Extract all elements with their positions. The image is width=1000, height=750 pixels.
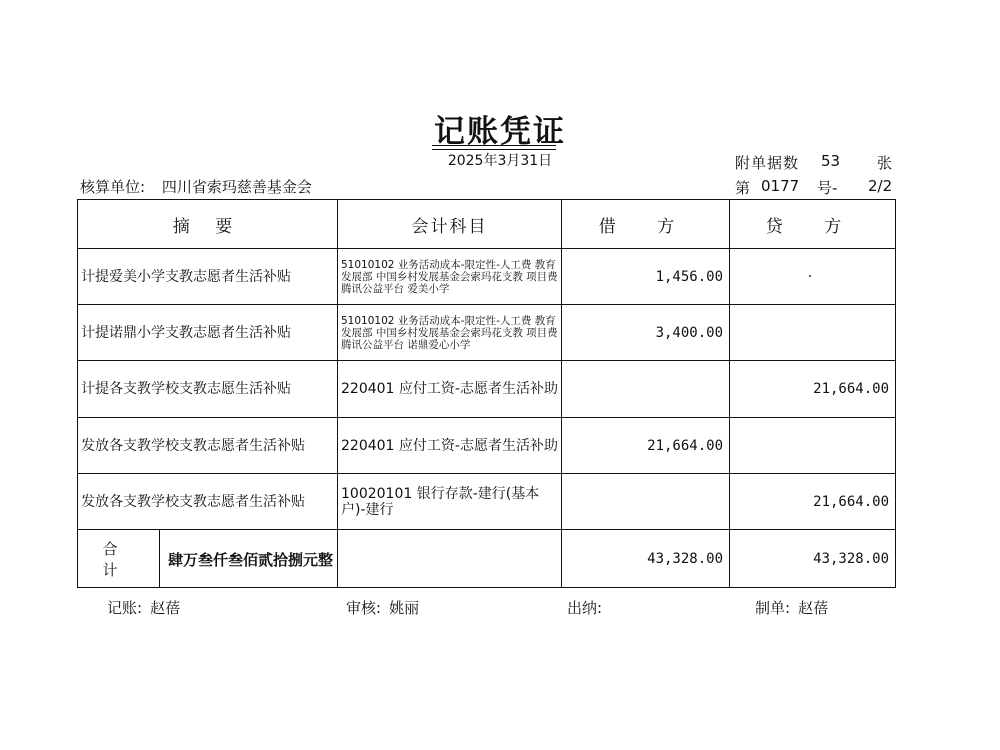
bookkeeper-name: 赵蓓 [150, 599, 181, 617]
row-summary: 发放各支教学校支教志愿者生活补贴 [78, 418, 338, 474]
row-debit [562, 474, 730, 530]
total-row [78, 530, 896, 588]
row-account: 220401 应付工资-志愿者生活补助 [338, 418, 562, 474]
row-credit: 21,664.00 [730, 361, 896, 418]
unit-name: 四川省索玛慈善基金会 [161, 178, 312, 196]
row-account: 51010102 业务活动成本-限定性-人工费 教育发展部 中国乡村发展基金会索玛花支教 项目费 腾讯公益平台 爱美小学 [338, 249, 562, 305]
reviewer-name: 姚丽 [389, 599, 420, 617]
total-debit: 43,328.00 [562, 530, 730, 588]
row-account: 10020101 银行存款-建行(基本户)-建行 [338, 474, 562, 530]
total-divider [159, 530, 160, 587]
voucher-suffix: 号- [817, 179, 838, 197]
cashier-sign: 出纳: [567, 599, 603, 617]
total-amount-words: 肆万叁仟叁佰贰拾捌元整 [338, 530, 562, 588]
attachments-info [735, 152, 893, 173]
row-credit [730, 249, 896, 305]
column-header-credit: 贷 方 [730, 200, 896, 249]
column-header-account: 会计科目 [338, 200, 562, 249]
voucher-prefix: 第 [735, 179, 751, 197]
table-row [78, 249, 896, 305]
attachments-label: 附单据数 [735, 154, 800, 172]
row-account: 220401 应付工资-志愿者生活补助 [338, 361, 562, 418]
total-label: 合 计 [102, 539, 134, 579]
row-credit: 21,664.00 [730, 474, 896, 530]
accounting-unit [80, 176, 312, 197]
column-header-debit: 借 方 [562, 200, 730, 249]
voucher-date: 2025年3月31日 [447, 153, 553, 169]
row-summary: 计提爱美小学支教志愿者生活补贴 [78, 249, 338, 305]
voucher-number: 0177 [761, 177, 800, 195]
table-row [78, 305, 896, 361]
row-debit [562, 361, 730, 418]
unit-label: 核算单位: [80, 178, 146, 196]
table-row [78, 474, 896, 530]
stray-mark [809, 275, 811, 277]
voucher-title: 记账凭证 [434, 114, 566, 150]
row-debit: 21,664.00 [562, 418, 730, 474]
row-credit [730, 418, 896, 474]
preparer-sign: 制单: 赵蓓 [755, 599, 829, 617]
row-debit: 1,456.00 [562, 249, 730, 305]
row-debit: 3,400.00 [562, 305, 730, 361]
bookkeeper-sign: 记账: 赵蓓 [107, 599, 181, 617]
voucher-table [77, 199, 896, 588]
attachments-unit: 张 [877, 154, 893, 172]
preparer-name: 赵蓓 [798, 599, 829, 617]
row-summary: 发放各支教学校支教志愿者生活补贴 [78, 474, 338, 530]
voucher-page-of: 2/2 [868, 177, 893, 195]
total-credit: 43,328.00 [730, 530, 896, 588]
attachments-count: 53 [821, 152, 841, 170]
row-summary: 计提各支教学校支教志愿生活补贴 [78, 361, 338, 418]
row-summary: 计提诺鼎小学支教志愿者生活补贴 [78, 305, 338, 361]
reviewer-sign: 审核: 姚丽 [346, 599, 420, 617]
column-header-summary: 摘 要 [78, 200, 338, 249]
row-account: 51010102 业务活动成本-限定性-人工费 教育发展部 中国乡村发展基金会索玛花支教 项目费 腾讯公益平台 诺鼎爱心小学 [338, 305, 562, 361]
table-row [78, 361, 896, 418]
row-credit [730, 305, 896, 361]
table-row [78, 418, 896, 474]
table-header-row [78, 200, 896, 249]
